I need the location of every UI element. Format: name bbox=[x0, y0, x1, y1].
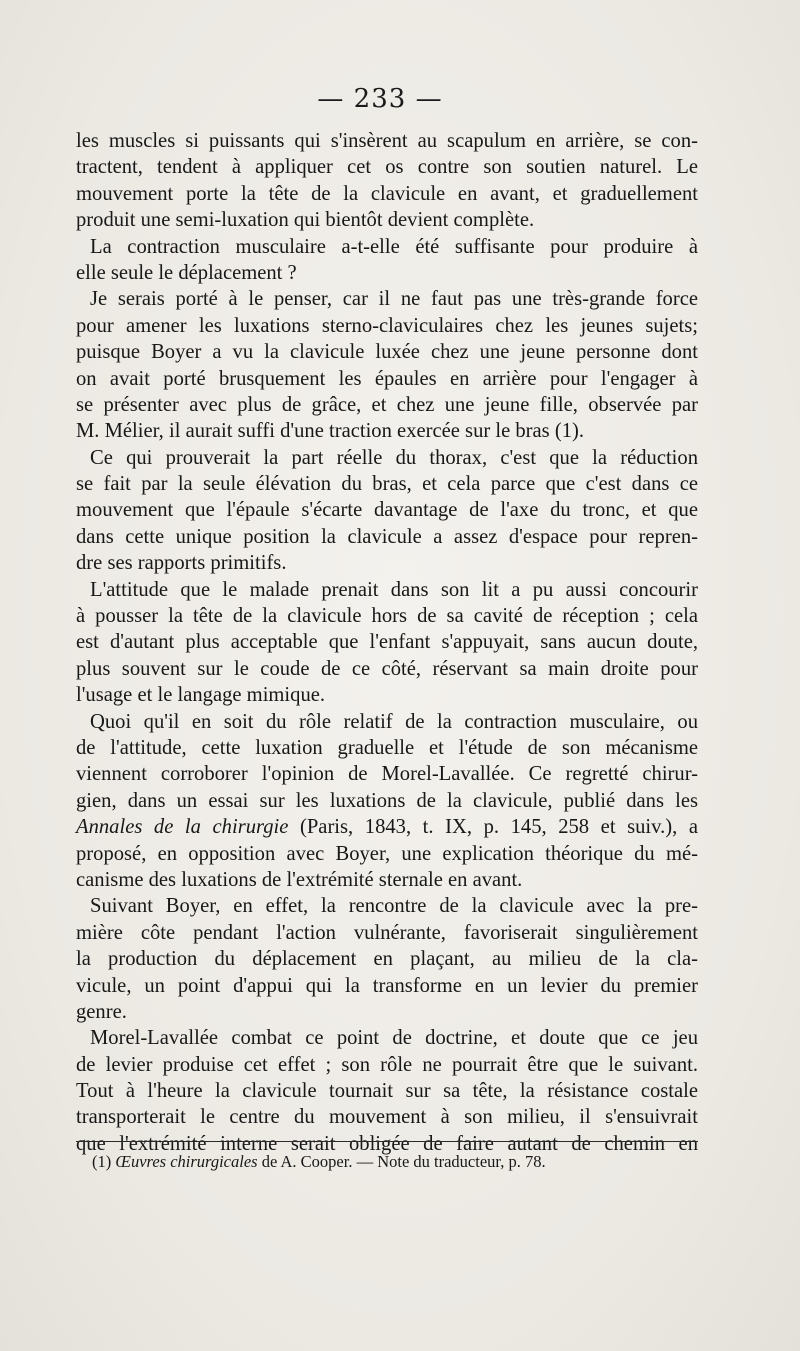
body-text bbox=[76, 128, 698, 1157]
text-line: mouvement que l'épaule s'écarte davantage de l'axe du tronc, et que bbox=[76, 499, 698, 522]
text-line: mière côte pendant l'action vulnérante, favoriserait singulièrement bbox=[76, 921, 698, 944]
text-line: transporterait le centre du mouvement à son milieu, il s'ensuivrait bbox=[76, 1106, 698, 1129]
text-line: est d'autant plus acceptable que l'enfant s'appuyait, sans aucun doute, bbox=[76, 631, 698, 654]
text-line: M. Mélier, il aurait suffi d'une traction exercée sur le bras (1). bbox=[76, 420, 585, 443]
footnote bbox=[92, 1152, 698, 1172]
text-line: vicule, un point d'appui qui la transforme en un levier du premier bbox=[76, 974, 698, 997]
text-line: l'usage et le langage mimique. bbox=[76, 684, 326, 707]
text-line: Tout à l'heure la clavicule tournait sur sa tête, la résistance costale bbox=[76, 1080, 698, 1103]
text-line-suffix: (Paris, 1843, t. IX, p. 145, 258 et suiv.), a bbox=[288, 816, 698, 839]
text-line: de l'attitude, cette luxation graduelle et l'étude de son mécanisme bbox=[76, 736, 698, 759]
text-line: tractent, tendent à appliquer cet os contre son soutien naturel. Le bbox=[76, 156, 698, 179]
text-line: Morel-Lavallée combat ce point de doctrine, et doute que ce jeu bbox=[90, 1027, 698, 1050]
text-line: Suivant Boyer, en effet, la rencontre de la clavicule avec la pre- bbox=[90, 895, 698, 918]
text-line bbox=[76, 814, 698, 840]
text-line: Ce qui prouverait la part réelle du thorax, c'est que la réduction bbox=[90, 446, 698, 469]
footnote-text: de A. Cooper. — Note du traducteur, p. 78. bbox=[257, 1152, 546, 1171]
text-line: dans cette unique position la clavicule a assez d'espace pour repren- bbox=[76, 525, 698, 548]
text-line: puisque Boyer a vu la clavicule luxée chez une jeune personne dont bbox=[76, 341, 698, 364]
text-line: proposé, en opposition avec Boyer, une explication théorique du mé- bbox=[76, 842, 698, 865]
text-line: mouvement porte la tête de la clavicule en avant, et graduellement bbox=[76, 182, 698, 205]
text-line: dre ses rapports primitifs. bbox=[76, 552, 287, 575]
text-line: les muscles si puissants qui s'insèrent au scapulum en arrière, se con- bbox=[76, 130, 698, 152]
text-line: produit une semi-luxation qui bientôt devient complète. bbox=[76, 209, 535, 232]
text-line: à pousser la tête de la clavicule hors de sa cavité de réception ; cela bbox=[76, 605, 698, 628]
text-line: Je serais porté à le penser, car il ne faut pas une très-grande force bbox=[90, 288, 698, 311]
text-line: Quoi qu'il en soit du rôle relatif de la contraction musculaire, ou bbox=[90, 710, 698, 733]
text-line: se fait par la seule élévation du bras, et cela parce que c'est dans ce bbox=[76, 473, 698, 496]
text-line: se présenter avec plus de grâce, et chez une jeune fille, observée par bbox=[76, 393, 698, 416]
text-line: que l'extrémité interne serait obligée de faire autant de chemin en bbox=[76, 1132, 698, 1155]
text-line: gien, dans un essai sur les luxations de la clavicule, publié dans les bbox=[76, 789, 698, 812]
text-line: canisme des luxations de l'extrémité sternale en avant. bbox=[76, 868, 523, 891]
text-line: plus souvent sur le coude de ce côté, réservant sa main droite pour bbox=[76, 657, 698, 680]
journal-title: Annales de la chirurgie bbox=[76, 816, 289, 839]
footnote-marker: (1) bbox=[92, 1152, 116, 1171]
page-number: — 233 — bbox=[317, 84, 443, 114]
text-line: de levier produise cet effet ; son rôle ne pourrait être que le suivant. bbox=[76, 1053, 698, 1076]
text-line: L'attitude que le malade prenait dans son lit a pu aussi concourir bbox=[90, 578, 698, 601]
text-line: elle seule le déplacement ? bbox=[76, 261, 297, 284]
text-line: viennent corroborer l'opinion de Morel-Lavallée. Ce regretté chirur- bbox=[76, 763, 698, 786]
text-line: on avait porté brusquement les épaules en arrière pour l'engager à bbox=[76, 367, 698, 390]
text-line: La contraction musculaire a-t-elle été suffisante pour produire à bbox=[90, 235, 698, 258]
text-line: pour amener les luxations sterno-claviculaires chez les jeunes sujets; bbox=[76, 314, 698, 337]
footnote-divider bbox=[76, 1141, 698, 1142]
text-line: genre. bbox=[76, 1000, 127, 1023]
text-line: la production du déplacement en plaçant, au milieu de la cla- bbox=[76, 948, 698, 971]
footnote-title: Œuvres chirurgicales bbox=[115, 1152, 258, 1171]
